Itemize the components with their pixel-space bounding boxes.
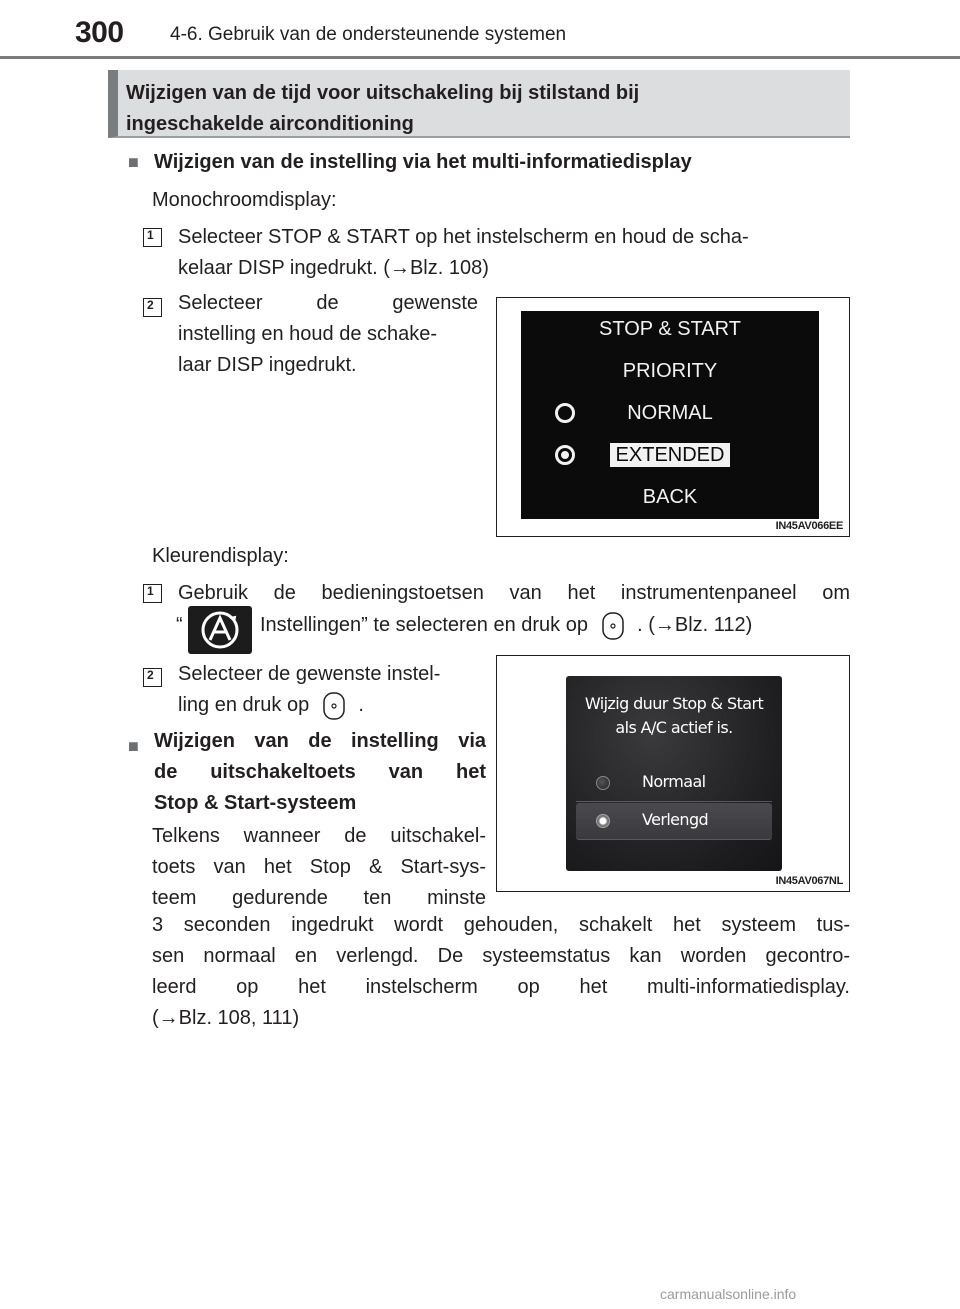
- color-option-normaal-label: Normaal: [642, 772, 706, 791]
- step-number-box: 1: [143, 228, 162, 247]
- paragraph-line1: Telkens wanneer de uitschakel-: [152, 825, 486, 847]
- mono-step1-line1: Selecteer STOP & START op het instelscherm en houd de scha-: [178, 226, 749, 248]
- paragraph-wide: [152, 910, 850, 1034]
- color-screen-title-line2: als A/C actief is.: [615, 718, 733, 737]
- section-title-box: [108, 70, 850, 138]
- radio-selected-icon: [596, 814, 610, 828]
- color-display-screen: [566, 676, 782, 871]
- mono-display-label: Monochroomdisplay:: [152, 189, 337, 211]
- section-title-line1: Wijzigen van de tijd voor uitschakeling bij stilstand bij: [126, 82, 640, 104]
- subheading2-line1: Wijzigen van de instelling via: [154, 730, 486, 752]
- color-step2-period: .: [358, 694, 364, 716]
- radio-empty-icon: [555, 403, 575, 423]
- color-option-verlengd: [576, 803, 772, 840]
- color-step1-line2: [260, 610, 752, 641]
- header-rule: [0, 56, 960, 59]
- section-title-line2: ingeschakelde airconditioning: [126, 113, 414, 135]
- paragraph-line6: leerd op het instelscherm op het multi-informatiedisplay.: [152, 976, 850, 998]
- mono-display-screen: [521, 311, 819, 519]
- paragraph-line7: (→Blz. 108, 111): [152, 1007, 300, 1029]
- settings-menu-icon: [188, 606, 252, 654]
- chapter-title: 4-6. Gebruik van de ondersteunende systemen: [170, 24, 567, 45]
- open-quote: “: [176, 614, 183, 636]
- mono-step1-line2: kelaar DISP ingedrukt. (→Blz. 108): [178, 257, 489, 279]
- radio-selected-icon: [555, 445, 575, 465]
- footer-watermark: carmanualsonline.info: [660, 1286, 797, 1302]
- radio-empty-icon: [596, 776, 610, 790]
- enter-switch-icon: [598, 611, 628, 641]
- color-step2-line2: [178, 690, 488, 721]
- step-number-box: 2: [143, 668, 162, 687]
- color-display-figure: [496, 655, 850, 892]
- mono-step2-text: [178, 288, 478, 381]
- paragraph-line5: sen normaal en verlengd. De systeemstatus kan worden gecontro-: [152, 945, 850, 967]
- subheading-multi-info: Wijzigen van de instelling via het multi-informatiedisplay: [154, 151, 692, 173]
- figure-code: IN45AV066EE: [775, 520, 843, 532]
- mono-step1-text: [178, 222, 850, 284]
- paragraph-line3: teem gedurende ten minste: [152, 887, 486, 909]
- mono-menu-item-normal: NORMAL: [627, 402, 713, 424]
- color-step2-line1: Selecteer de gewenste instel-: [178, 663, 441, 685]
- section-title: [126, 78, 639, 140]
- color-step1-line1: Gebruik de bedieningstoetsen van het instrumentenpaneel om: [178, 582, 850, 604]
- mono-step2-line2: instelling en houd de schake-: [178, 323, 438, 345]
- step-number-box: 1: [143, 584, 162, 603]
- subheading-stop-start-switch: [154, 726, 486, 819]
- step-number-box: 2: [143, 298, 162, 317]
- subheading2-line3: Stop & Start-systeem: [154, 792, 357, 814]
- paragraph-narrow: [152, 821, 486, 914]
- color-display-label: Kleurendisplay:: [152, 545, 289, 567]
- bullet-icon: ■: [128, 736, 139, 756]
- mono-display-figure: [496, 297, 850, 537]
- paragraph-line2: toets van het Stop & Start-sys-: [152, 856, 486, 878]
- mono-menu-item-back: BACK: [642, 486, 698, 508]
- figure-code: IN45AV067NL: [775, 875, 843, 887]
- mono-menu-item-extended-label: EXTENDED: [610, 443, 731, 467]
- color-step1-line2-text: Instellingen” te selecteren en druk op: [260, 614, 588, 636]
- paragraph-line4: 3 seconden ingedrukt wordt gehouden, schakelt het systeem tus-: [152, 914, 850, 936]
- mono-step2-line3: laar DISP ingedrukt.: [178, 354, 357, 376]
- color-step2-line2-text: ling en druk op: [178, 694, 310, 716]
- mono-menu-title: STOP & START: [599, 318, 741, 340]
- mono-menu-item-priority: PRIORITY: [622, 360, 718, 382]
- color-step1-blz: . (→Blz. 112): [637, 614, 753, 636]
- mono-step2-line1: Selecteer de gewenste: [178, 292, 478, 314]
- color-step2-text: [178, 659, 488, 721]
- page-number: 300: [75, 16, 124, 49]
- color-option-verlengd-label: Verlengd: [642, 810, 709, 829]
- bullet-icon: ■: [128, 152, 139, 172]
- color-option-normaal: [576, 765, 772, 802]
- enter-switch-icon: [319, 691, 349, 721]
- subheading2-line2: de uitschakeltoets van het: [154, 761, 486, 783]
- color-screen-title-line1: Wijzig duur Stop & Start: [584, 694, 764, 713]
- color-screen-title: [566, 692, 782, 740]
